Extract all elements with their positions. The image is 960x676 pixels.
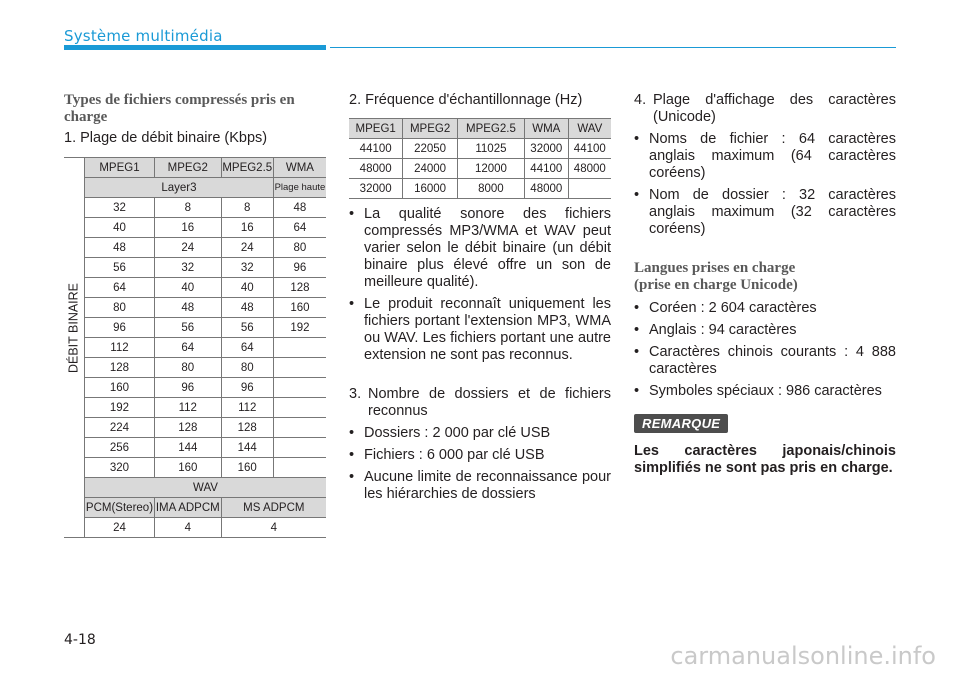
table-cell: 24	[221, 238, 273, 258]
table-cell: 24	[154, 238, 221, 258]
table-cell: 48	[273, 198, 326, 218]
table-row	[64, 198, 326, 218]
freq-row	[349, 159, 611, 179]
table-cell	[273, 358, 326, 378]
high-range-label: Plage haute	[273, 178, 326, 198]
bullet-files: • Fichiers : 6 000 par clé USB	[349, 447, 545, 463]
bullet-chinese: • Caractères chinois courants : 4 888 caractères	[634, 344, 896, 377]
freq-header-cell: WMA	[525, 119, 569, 139]
freq-cell: 11025	[457, 139, 524, 159]
bitrate-heading: 1. Plage de débit binaire (Kbps)	[64, 130, 268, 146]
table-cell: 160	[85, 378, 155, 398]
freq-row	[349, 139, 611, 159]
table-cell: 16	[221, 218, 273, 238]
freq-cell: 22050	[403, 139, 458, 159]
table-cell: 144	[154, 438, 221, 458]
display-heading: 4. Plage d'affichage des caractères (Unicode)	[634, 92, 896, 125]
bullet-english: • Anglais : 94 caractères	[634, 322, 797, 338]
table-cell: 16	[154, 218, 221, 238]
bitrate-header-cell: MPEG1	[85, 158, 155, 178]
wav-value-row	[64, 518, 326, 538]
remark-badge: REMARQUE	[634, 414, 728, 433]
watermark: carmanualsonline.info	[670, 642, 936, 670]
freq-heading: 2. Fréquence d'échantillonnage (Hz)	[349, 92, 583, 108]
table-cell: 128	[85, 358, 155, 378]
freq-cell: 32000	[525, 139, 569, 159]
column-2	[349, 92, 611, 109]
table-cell: 320	[85, 458, 155, 478]
column-1	[64, 92, 326, 147]
table-cell: 192	[273, 318, 326, 338]
wav-value-cell: 24	[85, 518, 155, 538]
table-row	[64, 298, 326, 318]
table-cell: 64	[85, 278, 155, 298]
table-cell: 112	[85, 338, 155, 358]
wav-header-row	[64, 498, 326, 518]
table-cell: 160	[273, 298, 326, 318]
table-cell: 40	[154, 278, 221, 298]
table-cell	[273, 398, 326, 418]
languages-title: Langues prises en charge (prise en charge Unicode)	[634, 260, 798, 293]
bullet-hierarchy: • Aucune limite de reconnaissance pour les hiérarchies de dossiers	[349, 469, 611, 502]
freq-row	[349, 179, 611, 199]
bullet-korean: • Coréen : 2 604 caractères	[634, 300, 817, 316]
table-cell: 32	[221, 258, 273, 278]
table-cell: 64	[221, 338, 273, 358]
table-cell: 56	[221, 318, 273, 338]
freq-cell: 48000	[349, 159, 403, 179]
column-3	[634, 92, 896, 477]
table-row	[64, 338, 326, 358]
freq-cell: 48000	[568, 159, 611, 179]
table-cell: 128	[273, 278, 326, 298]
wav-value-cell: 4	[221, 518, 326, 538]
freq-cell: 8000	[457, 179, 524, 199]
table-cell: 8	[154, 198, 221, 218]
table-cell: 112	[221, 398, 273, 418]
table-cell: 160	[154, 458, 221, 478]
table-cell: 80	[221, 358, 273, 378]
table-cell: 40	[221, 278, 273, 298]
section-title: Système multimédia	[64, 27, 223, 45]
bullet-filenames: • Noms de fichier : 64 caractères anglais maximum (64 caractères coréens)	[634, 131, 896, 181]
bullet-extensions: • Le produit reconnaît uniquement les fichiers portant l'extension MP3, WMA ou WAV. Les fichiers portant une autre extension ne sont pas reconnus.	[349, 296, 611, 363]
page-number: 4-18	[64, 632, 96, 648]
remark-text: Les caractères japonais/chinois simplifiés ne sont pas pris en charge.	[634, 443, 896, 476]
table-cell: 160	[221, 458, 273, 478]
bullet-symbols: • Symboles spéciaux : 986 caractères	[634, 383, 882, 399]
table-cell: 80	[273, 238, 326, 258]
table-cell	[273, 458, 326, 478]
table-cell: 112	[154, 398, 221, 418]
table-row	[64, 278, 326, 298]
layer-label: Layer3	[85, 178, 274, 198]
table-cell: 48	[85, 238, 155, 258]
table-cell: 128	[154, 418, 221, 438]
freq-cell: 44100	[568, 139, 611, 159]
freq-header-cell: MPEG1	[349, 119, 403, 139]
table-cell: 224	[85, 418, 155, 438]
remark-badge-wrap	[634, 414, 896, 433]
table-cell: 48	[154, 298, 221, 318]
table-cell: 96	[273, 258, 326, 278]
table-cell: 32	[85, 198, 155, 218]
table-cell: 128	[221, 418, 273, 438]
wav-label: WAV	[85, 478, 327, 498]
table-cell: 80	[85, 298, 155, 318]
table-cell: 96	[85, 318, 155, 338]
table-row	[64, 258, 326, 278]
bullet-folders: • Dossiers : 2 000 par clé USB	[349, 425, 551, 441]
freq-cell: 12000	[457, 159, 524, 179]
freq-header-cell: WAV	[568, 119, 611, 139]
freq-cell: 32000	[349, 179, 403, 199]
compressed-types-title: Types de fichiers compressés pris en charge	[64, 92, 295, 125]
table-cell: 48	[221, 298, 273, 318]
table-row	[64, 418, 326, 438]
freq-cell: 44100	[525, 159, 569, 179]
header-rule	[330, 47, 896, 48]
wav-header-cell: IMA ADPCM	[154, 498, 221, 518]
wav-header-cell: PCM(Stereo)	[85, 498, 155, 518]
wav-label-row	[64, 478, 326, 498]
table-row	[64, 358, 326, 378]
bitrate-header-cell: MPEG2.5	[221, 158, 273, 178]
freq-header-cell: MPEG2	[403, 119, 458, 139]
table-row	[64, 218, 326, 238]
table-row	[64, 318, 326, 338]
table-row	[64, 238, 326, 258]
table-cell: 56	[85, 258, 155, 278]
table-cell: 40	[85, 218, 155, 238]
freq-cell: 48000	[525, 179, 569, 199]
freq-header-cell: MPEG2.5	[457, 119, 524, 139]
table-row	[64, 438, 326, 458]
vertical-label: DÉBIT BINAIRE	[66, 282, 81, 374]
table-cell: 144	[221, 438, 273, 458]
table-cell: 56	[154, 318, 221, 338]
table-row	[64, 378, 326, 398]
table-row	[64, 458, 326, 478]
column-2-lower	[349, 206, 611, 503]
freq-table	[349, 118, 611, 199]
freq-cell	[568, 179, 611, 199]
table-cell	[273, 438, 326, 458]
folders-heading: 3. Nombre de dossiers et de fichiers reconnus	[349, 386, 611, 419]
bitrate-header-row	[64, 158, 326, 178]
table-cell: 64	[154, 338, 221, 358]
table-cell: 64	[273, 218, 326, 238]
bullet-foldernames: • Nom de dossier : 32 caractères anglais maximum (32 caractères coréens)	[634, 187, 896, 237]
freq-header-row	[349, 119, 611, 139]
table-cell	[273, 338, 326, 358]
header-bar	[64, 45, 326, 50]
table-cell	[273, 418, 326, 438]
table-cell: 32	[154, 258, 221, 278]
bitrate-table	[64, 157, 326, 538]
table-cell: 80	[154, 358, 221, 378]
freq-cell: 44100	[349, 139, 403, 159]
bitrate-header-cell: MPEG2	[154, 158, 221, 178]
table-cell: 192	[85, 398, 155, 418]
vertical-label-cell	[64, 158, 85, 538]
table-row	[64, 398, 326, 418]
table-cell: 96	[221, 378, 273, 398]
table-cell: 96	[154, 378, 221, 398]
freq-cell: 16000	[403, 179, 458, 199]
wav-header-cell: MS ADPCM	[221, 498, 326, 518]
freq-cell: 24000	[403, 159, 458, 179]
layer-row	[64, 178, 326, 198]
table-cell	[273, 378, 326, 398]
table-cell: 256	[85, 438, 155, 458]
table-cell: 8	[221, 198, 273, 218]
wav-value-cell: 4	[154, 518, 221, 538]
bitrate-header-cell: WMA	[273, 158, 326, 178]
bullet-quality: • La qualité sonore des fichiers compressés MP3/WMA et WAV peut varier selon le débit binaire (un débit binaire plus élevé offre un son de meilleure qualité).	[349, 206, 611, 290]
